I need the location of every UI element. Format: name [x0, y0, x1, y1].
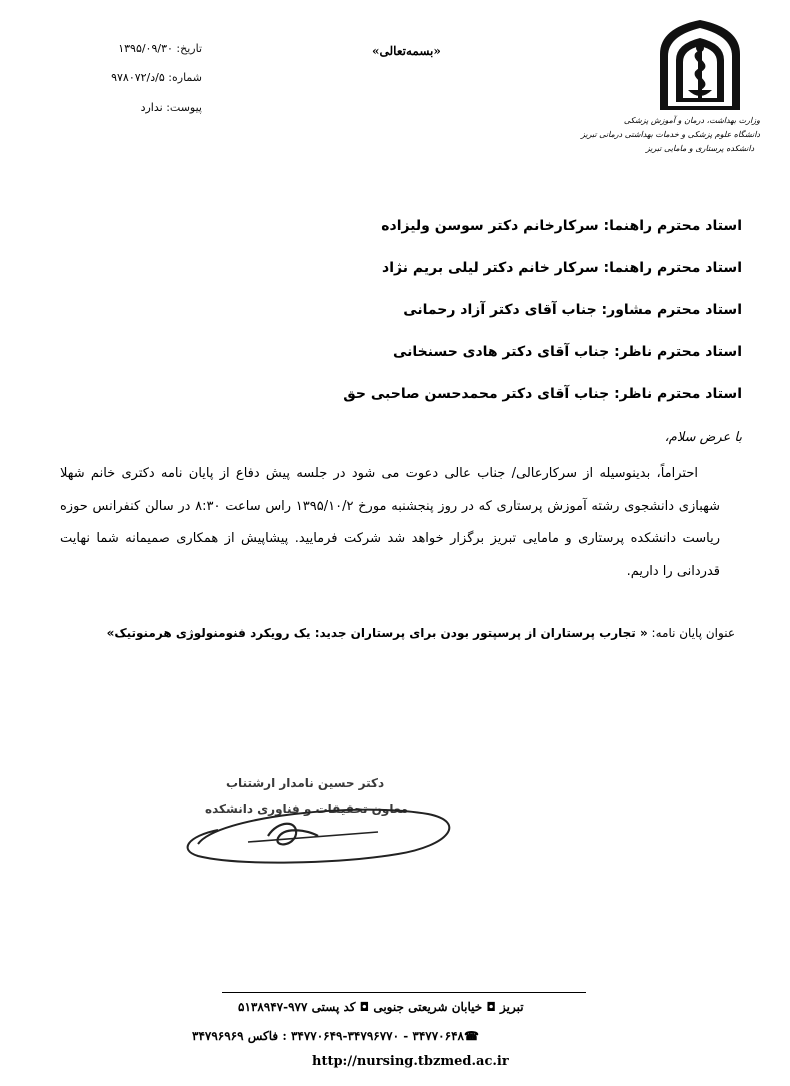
recipient-5: استاد محترم ناظر: جناب آقای دکتر محمدحسن صاحبی حق	[343, 386, 742, 402]
footer-divider	[222, 992, 586, 993]
invitation-paragraph: احتراماً، بدینوسیله از سرکارعالی/ جناب عالی دعوت می شود در جلسه پیش دفاع از پایان نامه دکتری خانم شهلا شهبازی دانشجوی رشته آموزش پرستاری که در روز پنجشنبه مورخ ۱۳۹۵/۱۰/۲ راس ساعت ۸:۳۰ در سالن کنفرانس حوزه ریاست دانشکده پرستاری و مامایی تبریز برگزار خواهد شد شرکت فرمایید. پیشاپیش از همکاری صمیمانه شما نهایت قدردانی را داریم.	[60, 466, 721, 579]
recipient-3: استاد محترم مشاور: جناب آقای دکتر آزاد رحمانی	[403, 302, 742, 318]
date-line	[92, 42, 202, 55]
logo-caption-line1: وزارت بهداشت، درمان و آموزش پزشکی	[623, 116, 760, 125]
logo-caption-line2: دانشگاه علوم پزشکی و خدمات بهداشتی درمانی تبریز	[580, 130, 760, 139]
number-line	[92, 71, 202, 84]
attachment-label: پیوست:	[166, 101, 202, 114]
number-label: شماره:	[168, 71, 202, 84]
footer-address: تبریز ◘ خیابان شریعتی جنوبی ◘ کد پستی ۹۷۷-۵۱۳۸۹۴۷	[238, 1000, 524, 1014]
invocation-heading: «بسمه‌تعالی»	[372, 44, 441, 58]
signatory-name: دکتر حسین نامدار ارشتناب	[226, 776, 385, 790]
thesis-title-value: « تجارب پرستاران از پرسپتور بودن برای پرستاران جدید: یک رویکرد فنومنولوژی هرمنوتیک»	[106, 626, 648, 640]
date-label: تاریخ:	[176, 42, 202, 55]
number-value: ۵/د/۹۷۸۰۷۲	[111, 71, 165, 84]
university-emblem-icon	[650, 18, 750, 114]
handwritten-signature	[178, 796, 468, 876]
university-logo	[580, 18, 760, 156]
recipient-1: استاد محترم راهنما: سرکارخانم دکتر سوسن ولیزاده	[381, 218, 742, 234]
footer-website-link[interactable]: http://nursing.tbzmed.ac.ir	[312, 1054, 509, 1069]
thesis-title	[107, 626, 735, 640]
attachment-value: ندارد	[140, 101, 163, 114]
recipient-4: استاد محترم ناظر: جناب آقای دکتر هادی حسنخانی	[392, 344, 742, 360]
attachment-line	[92, 101, 202, 114]
signatory-role: معاون تحقیقات و فناوری دانشکده	[205, 802, 409, 816]
footer-phones: ☎۳۴۷۷۰۶۴۸ - ۳۴۷۷۰۶۴۹-۳۴۷۹۶۷۷۰ : فاکس ۳۴۷۹۶۹۶۹	[192, 1029, 479, 1043]
date-value: ۱۳۹۵/۰۹/۳۰	[118, 42, 173, 55]
thesis-title-label: عنوان پایان نامه:	[647, 626, 735, 640]
logo-caption-line3: دانشکده پرستاری و مامایی تبریز	[645, 144, 755, 153]
greeting: با عرض سلام،	[664, 430, 742, 445]
recipient-2: استاد محترم راهنما: سرکار خانم دکتر لیلی بریم نژاد	[382, 260, 742, 276]
